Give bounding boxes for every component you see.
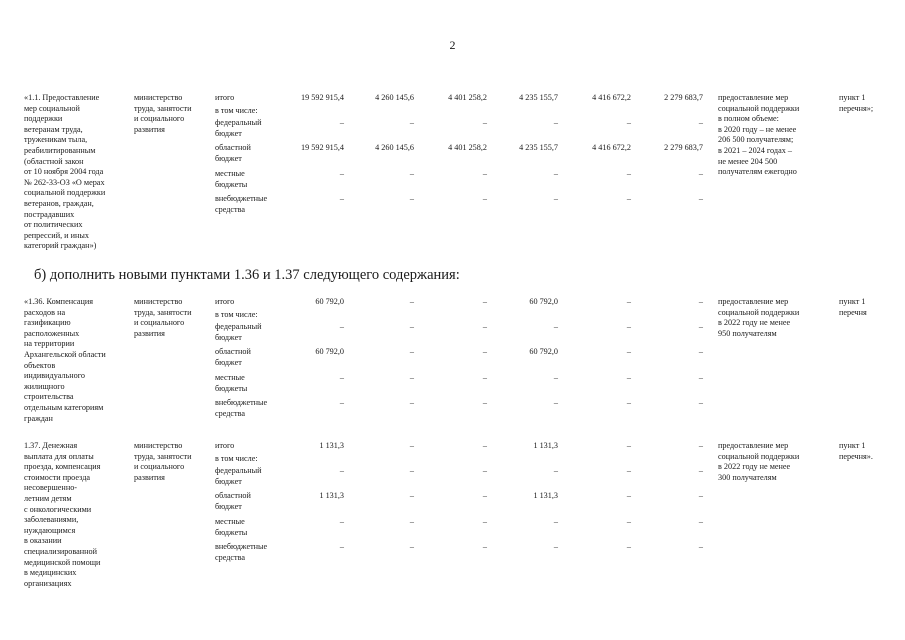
funding-source-label: внебюджетные	[215, 542, 268, 551]
executor-line: министерство	[134, 441, 183, 450]
funding-value: –	[482, 398, 487, 407]
measure-name-line: летним детям	[24, 494, 72, 503]
funding-value: –	[698, 542, 703, 551]
page-number: 2	[449, 38, 456, 52]
measure-name-line: труженикам тыла,	[24, 135, 88, 145]
funding-value: –	[482, 347, 487, 356]
reference-line: пункт 1	[839, 441, 866, 450]
measure-name-line: нуждающимся	[24, 525, 76, 535]
executor-line: и социального	[134, 114, 185, 124]
funding-value: 60 792,0	[315, 347, 344, 356]
reference-line: перечня».	[839, 451, 873, 461]
measure-name-line: 1.37. Денежная	[24, 441, 78, 450]
measure-name-line: расположенных	[24, 328, 80, 338]
executor-line: министерство	[134, 93, 183, 102]
measure-name-line: расходов на	[24, 307, 66, 317]
funding-value: –	[698, 517, 703, 526]
result-line: получателям ежегодно	[718, 167, 797, 177]
result-line: не менее 204 500	[718, 156, 778, 166]
funding-value: –	[626, 194, 631, 203]
funding-value: –	[339, 542, 344, 551]
reference-line: перечня»;	[839, 103, 874, 113]
measure-name-line: репрессий, и иных	[24, 230, 89, 240]
measure-name-line: от политических	[24, 220, 83, 230]
executor-line: труда, занятости	[134, 307, 192, 317]
funding-value: –	[626, 322, 631, 331]
funding-value: –	[482, 441, 487, 450]
funding-source-label: бюджет	[215, 501, 242, 511]
measure-name-line: отдельным категориям	[24, 403, 104, 412]
result-line: социальной поддержки	[718, 103, 800, 113]
funding-value: –	[698, 118, 703, 127]
funding-value: 60 792,0	[529, 297, 558, 306]
measure-name-line: в медицинских	[24, 568, 77, 578]
funding-source-label: в том числе:	[215, 310, 258, 319]
funding-value: –	[698, 373, 703, 382]
funding-source-label: областной	[215, 143, 251, 152]
funding-source-label: итого	[215, 441, 235, 450]
measure-name-line: в оказании	[24, 536, 62, 546]
funding-value: 60 792,0	[529, 347, 558, 356]
funding-value: 19 592 915,4	[301, 143, 344, 152]
measure-name-line: с онкологическими	[24, 504, 92, 514]
funding-value: –	[339, 398, 344, 407]
funding-value: –	[482, 169, 487, 178]
funding-value: –	[482, 373, 487, 382]
funding-source-label: местные	[215, 517, 245, 526]
funding-value: –	[409, 169, 414, 178]
result-line: предоставление мер	[718, 441, 789, 450]
result-line: в 2022 году не менее	[718, 462, 791, 472]
measure-name-line: газификацию	[24, 318, 71, 328]
result-line: 950 получателям	[718, 328, 777, 338]
funding-value: –	[482, 466, 487, 475]
result-line: предоставление мер	[718, 297, 789, 306]
measure-name-line: «1.1. Предоставление	[24, 93, 100, 102]
result-line: в 2022 году не менее	[718, 318, 791, 328]
result-line: социальной поддержки	[718, 307, 800, 317]
measure-name-line: от 10 ноября 2004 года	[24, 167, 104, 177]
measure-name-line: медицинской помощи	[24, 557, 101, 567]
funding-value: –	[553, 373, 558, 382]
funding-value: 1 131,3	[319, 491, 344, 500]
funding-value: –	[339, 322, 344, 331]
funding-source-label: федеральный	[215, 466, 262, 475]
measure-name-line: выплата для оплаты	[24, 451, 94, 461]
funding-value: 1 131,3	[533, 441, 558, 450]
funding-source-label: федеральный	[215, 118, 262, 127]
funding-value: 4 235 155,7	[519, 143, 558, 152]
result-line: в 2020 году – не менее	[718, 124, 797, 134]
executor-line: труда, занятости	[134, 451, 192, 461]
funding-source-label: бюджет	[215, 357, 242, 367]
result-line: в 2021 – 2024 годах –	[718, 146, 792, 155]
measure-name-line: ветеранов, граждан,	[24, 199, 94, 208]
funding-value: 4 401 258,2	[448, 93, 487, 102]
funding-source-label: в том числе:	[215, 454, 258, 463]
funding-source-label: бюджет	[215, 476, 242, 486]
funding-value: –	[626, 466, 631, 475]
funding-value: –	[409, 347, 414, 356]
funding-value: –	[409, 118, 414, 127]
funding-source-label: бюджет	[215, 332, 242, 342]
measure-name-line: Архангельской области	[24, 350, 106, 359]
funding-value: –	[482, 297, 487, 306]
measure-name-line: заболеваниями,	[24, 515, 79, 525]
funding-value: –	[409, 441, 414, 450]
funding-value: –	[409, 297, 414, 306]
funding-source-label: итого	[215, 93, 235, 102]
measure-name-line: проезда, компенсация	[24, 462, 101, 472]
funding-value: –	[409, 322, 414, 331]
funding-value: –	[698, 347, 703, 356]
funding-value: –	[409, 542, 414, 551]
funding-value: 1 131,3	[319, 441, 344, 450]
funding-value: –	[482, 517, 487, 526]
funding-source-label: федеральный	[215, 322, 262, 331]
funding-value: 4 260 145,6	[375, 143, 414, 152]
funding-value: –	[482, 118, 487, 127]
executor-line: развития	[134, 328, 165, 338]
measure-name-line: строительства	[24, 392, 74, 402]
executor-line: министерство	[134, 297, 183, 306]
funding-value: –	[626, 373, 631, 382]
funding-value: –	[698, 491, 703, 500]
funding-value: –	[339, 169, 344, 178]
funding-value: –	[409, 466, 414, 475]
funding-value: –	[409, 194, 414, 203]
funding-value: –	[698, 194, 703, 203]
measure-name-line: «1.36. Компенсация	[24, 297, 93, 306]
measure-name-line: специализированной	[24, 547, 98, 556]
measure-name-line: стоимости проезда	[24, 472, 90, 482]
measure-name-line: на территории	[24, 339, 75, 349]
funding-value: –	[482, 194, 487, 203]
measure-name-line: пострадавших	[24, 209, 75, 219]
funding-value: –	[553, 466, 558, 475]
reference-line: перечня	[839, 307, 867, 317]
funding-value: –	[339, 373, 344, 382]
measure-name-line: социальной поддержки	[24, 188, 106, 198]
funding-source-label: местные	[215, 373, 245, 382]
funding-value: 2 279 683,7	[664, 143, 703, 152]
funding-value: –	[698, 169, 703, 178]
funding-value: –	[339, 517, 344, 526]
measure-name-line: поддержки	[24, 114, 63, 124]
funding-value: –	[339, 466, 344, 475]
funding-source-label: бюджет	[215, 128, 242, 138]
funding-value: –	[553, 542, 558, 551]
funding-value: 4 416 672,2	[592, 93, 631, 102]
funding-value: –	[626, 118, 631, 127]
measure-name-line: (областной закон	[24, 156, 84, 166]
funding-source-label: бюджет	[215, 153, 242, 163]
executor-line: развития	[134, 472, 165, 482]
executor-line: и социального	[134, 462, 185, 472]
funding-value: –	[553, 118, 558, 127]
measure-name-line: граждан	[24, 413, 53, 423]
reference-line: пункт 1	[839, 297, 866, 306]
funding-value: –	[698, 297, 703, 306]
funding-value: –	[553, 322, 558, 331]
funding-value: –	[698, 322, 703, 331]
measure-name-line: объектов	[24, 360, 56, 370]
funding-value: 4 401 258,2	[448, 143, 487, 152]
funding-value: –	[409, 373, 414, 382]
measure-name-line: организациях	[24, 578, 72, 588]
funding-source-label: средства	[215, 552, 246, 562]
section-heading: б) дополнить новыми пунктами 1.36 и 1.37 следующего содержания:	[34, 267, 460, 283]
funding-source-label: внебюджетные	[215, 194, 268, 203]
funding-value: 4 416 672,2	[592, 143, 631, 152]
measure-name-line: мер социальной	[24, 103, 80, 113]
funding-value: –	[626, 297, 631, 306]
funding-source-label: местные	[215, 169, 245, 178]
measure-name-line: индивидуального	[24, 371, 85, 381]
funding-value: –	[698, 398, 703, 407]
result-line: 300 получателям	[718, 472, 777, 482]
funding-value: –	[409, 398, 414, 407]
funding-source-label: в том числе:	[215, 106, 258, 115]
measure-name-line: жилищного	[24, 381, 65, 391]
funding-source-label: бюджеты	[215, 179, 248, 189]
executor-line: развития	[134, 124, 165, 134]
funding-source-label: бюджеты	[215, 527, 248, 537]
funding-value: –	[626, 491, 631, 500]
funding-value: 1 131,3	[533, 491, 558, 500]
funding-source-label: областной	[215, 491, 251, 500]
funding-value: 19 592 915,4	[301, 93, 344, 102]
funding-source-label: итого	[215, 297, 235, 306]
funding-value: –	[626, 169, 631, 178]
funding-value: –	[339, 118, 344, 127]
executor-line: труда, занятости	[134, 103, 192, 113]
funding-value: –	[698, 441, 703, 450]
funding-value: –	[626, 398, 631, 407]
funding-value: –	[482, 322, 487, 331]
funding-value: –	[482, 491, 487, 500]
funding-value: –	[339, 194, 344, 203]
result-line: предоставление мер	[718, 93, 789, 102]
reference-line: пункт 1	[839, 93, 866, 102]
funding-source-label: средства	[215, 408, 246, 418]
funding-value: –	[553, 517, 558, 526]
executor-line: и социального	[134, 318, 185, 328]
funding-value: –	[626, 542, 631, 551]
funding-value: –	[698, 466, 703, 475]
result-line: в полном объеме:	[718, 114, 779, 124]
funding-source-label: внебюджетные	[215, 398, 268, 407]
funding-value: 4 260 145,6	[375, 93, 414, 102]
funding-source-label: областной	[215, 347, 251, 356]
measure-name-line: категорий граждан»)	[24, 241, 97, 251]
measure-name-line: № 262-33-ОЗ «О мерах	[24, 177, 105, 187]
funding-value: –	[626, 517, 631, 526]
measure-name-line: несовершенно-	[24, 483, 78, 493]
funding-value: –	[553, 398, 558, 407]
funding-source-label: средства	[215, 204, 246, 214]
funding-value: –	[409, 517, 414, 526]
result-line: социальной поддержки	[718, 451, 800, 461]
funding-source-label: бюджеты	[215, 383, 248, 393]
funding-value: 2 279 683,7	[664, 93, 703, 102]
funding-value: 60 792,0	[315, 297, 344, 306]
measure-name-line: ветеранам труда,	[24, 124, 83, 134]
funding-value: –	[553, 169, 558, 178]
funding-value: –	[626, 441, 631, 450]
funding-value: –	[626, 347, 631, 356]
result-line: 206 500 получателям;	[718, 135, 794, 145]
funding-value: 4 235 155,7	[519, 93, 558, 102]
funding-value: –	[553, 194, 558, 203]
funding-value: –	[409, 491, 414, 500]
measure-name-line: реабилитированным	[24, 146, 96, 155]
funding-value: –	[482, 542, 487, 551]
